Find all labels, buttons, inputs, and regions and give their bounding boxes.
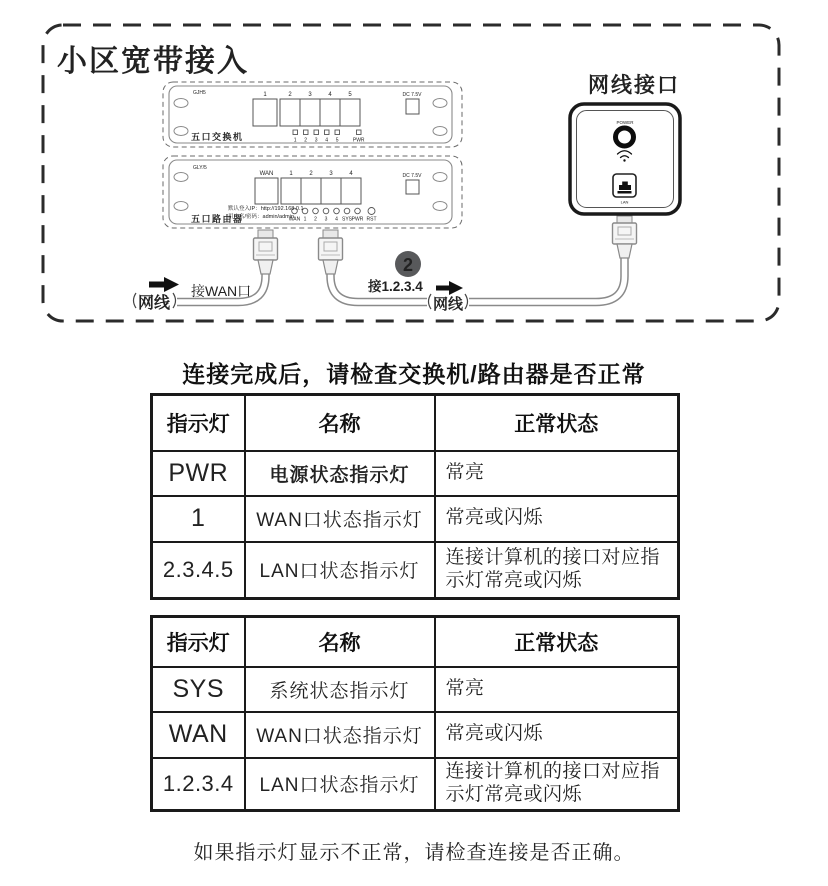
table-row xyxy=(152,712,679,758)
status-cell: 常亮 xyxy=(435,451,679,496)
table-header-row xyxy=(152,617,679,667)
svg-text:PWR: PWR xyxy=(351,216,364,223)
svg-text:SYS: SYS xyxy=(341,216,353,223)
indicator-cell: SYS xyxy=(152,667,245,712)
table-row xyxy=(152,758,679,811)
socket-lan-label: LAN xyxy=(620,199,629,205)
svg-text:3: 3 xyxy=(324,216,328,223)
router-status-table xyxy=(150,615,680,812)
svg-text:1: 1 xyxy=(293,137,297,144)
switch-dc-label: DC 7.5V xyxy=(402,92,422,98)
cable-wan-hint: 接WAN口 xyxy=(191,283,252,299)
cable-jacket-mark xyxy=(173,293,176,308)
svg-text:4: 4 xyxy=(325,137,329,144)
col-header-indicator: 指示灯 xyxy=(152,395,245,451)
name-cell: WAN口状态指示灯 xyxy=(245,496,435,542)
rj45-connector-wan xyxy=(254,230,278,274)
router-wan-port-label: WAN xyxy=(259,171,274,177)
diagram-title: 小区宽带接入 xyxy=(57,45,249,78)
svg-text:2: 2 xyxy=(309,171,313,177)
svg-text:3: 3 xyxy=(314,137,318,144)
svg-text:WAN: WAN xyxy=(288,216,301,223)
svg-text:4: 4 xyxy=(328,92,332,98)
switch-device xyxy=(163,82,462,147)
svg-text:1: 1 xyxy=(303,216,307,223)
col-header-indicator: 指示灯 xyxy=(152,617,245,667)
name-cell: 系统状态指示灯 xyxy=(245,667,435,712)
router-account: 用户名/密码：admin/admin xyxy=(228,214,295,220)
switch-pwr-led-label: PWR xyxy=(352,137,365,144)
step-badge-number: 2 xyxy=(402,255,414,275)
cable-wan-labels xyxy=(134,277,252,312)
indicator-cell: 1 xyxy=(152,496,245,542)
cable-to-lan xyxy=(331,254,625,302)
col-header-name: 名称 xyxy=(245,617,435,667)
cable-jacket-mark xyxy=(465,294,468,309)
wall-socket-title: 网线接口 xyxy=(588,74,680,97)
cable-wan-label: 网线 xyxy=(137,295,171,312)
cable-lan-label: 网线 xyxy=(432,296,464,313)
router-rst-led-label: RST xyxy=(366,216,377,223)
indicator-cell: WAN xyxy=(152,712,245,758)
status-cell: 连接计算机的接口对应指示灯常亮或闪烁 xyxy=(435,542,679,599)
table-row xyxy=(152,451,679,496)
table-row xyxy=(152,542,679,599)
table-header-row xyxy=(152,395,679,451)
rj45-connector-socket xyxy=(613,216,637,258)
svg-text:3: 3 xyxy=(308,92,312,98)
status-cell: 常亮或闪烁 xyxy=(435,712,679,758)
rj45-connector-lan xyxy=(319,230,343,274)
connection-diagram xyxy=(0,0,828,348)
svg-text:4: 4 xyxy=(335,216,338,223)
check-section-title: 连接完成后，请检查交换机/路由器是否正常 xyxy=(182,361,646,387)
router-default-ip: 默认登入IP：http://192.168.0.1 xyxy=(228,206,304,212)
svg-text:5: 5 xyxy=(348,92,352,98)
name-cell: LAN口状态指示灯 xyxy=(245,542,435,599)
svg-text:3: 3 xyxy=(329,171,333,177)
switch-status-table xyxy=(150,393,680,600)
col-header-status: 正常状态 xyxy=(435,395,679,451)
table-row xyxy=(152,667,679,712)
name-cell: 电源状态指示灯 xyxy=(245,451,435,496)
col-header-name: 名称 xyxy=(245,395,435,451)
indicator-cell: PWR xyxy=(152,451,245,496)
svg-text:1: 1 xyxy=(289,171,293,177)
svg-text:2: 2 xyxy=(288,92,292,98)
indicator-cell: 2.3.4.5 xyxy=(152,542,245,599)
svg-text:1: 1 xyxy=(263,92,267,98)
arrow-right-icon xyxy=(436,281,463,295)
name-cell: LAN口状态指示灯 xyxy=(245,758,435,811)
router-name: 五口路由器 xyxy=(191,214,244,224)
switch-model: GJH5 xyxy=(193,90,206,96)
socket-power-label: POWER xyxy=(616,120,634,125)
switch-name: 五口交换机 xyxy=(191,132,244,142)
svg-text:2: 2 xyxy=(314,216,317,223)
footer-note: 如果指示灯显示不正常，请检查连接是否正确。 xyxy=(193,842,635,864)
status-cell: 连接计算机的接口对应指示灯常亮或闪烁 xyxy=(435,758,679,811)
table-row xyxy=(152,496,679,542)
status-cell: 常亮 xyxy=(435,667,679,712)
svg-text:5: 5 xyxy=(335,137,339,144)
router-device xyxy=(163,156,462,228)
status-cell: 常亮或闪烁 xyxy=(435,496,679,542)
col-header-status: 正常状态 xyxy=(435,617,679,667)
cable-jacket-mark xyxy=(429,294,432,309)
svg-text:2: 2 xyxy=(304,137,308,144)
cable-jacket-mark xyxy=(134,293,137,308)
arrow-right-icon xyxy=(149,277,179,292)
wall-socket xyxy=(570,73,680,214)
router-dc-label: DC 7.5V xyxy=(402,173,422,179)
router-model: GLY/5 xyxy=(193,165,207,171)
name-cell: WAN口状态指示灯 xyxy=(245,712,435,758)
indicator-cell: 1.2.3.4 xyxy=(152,758,245,811)
svg-text:4: 4 xyxy=(349,171,353,177)
cable-lan-hint: 接1.2.3.4 xyxy=(368,279,423,294)
